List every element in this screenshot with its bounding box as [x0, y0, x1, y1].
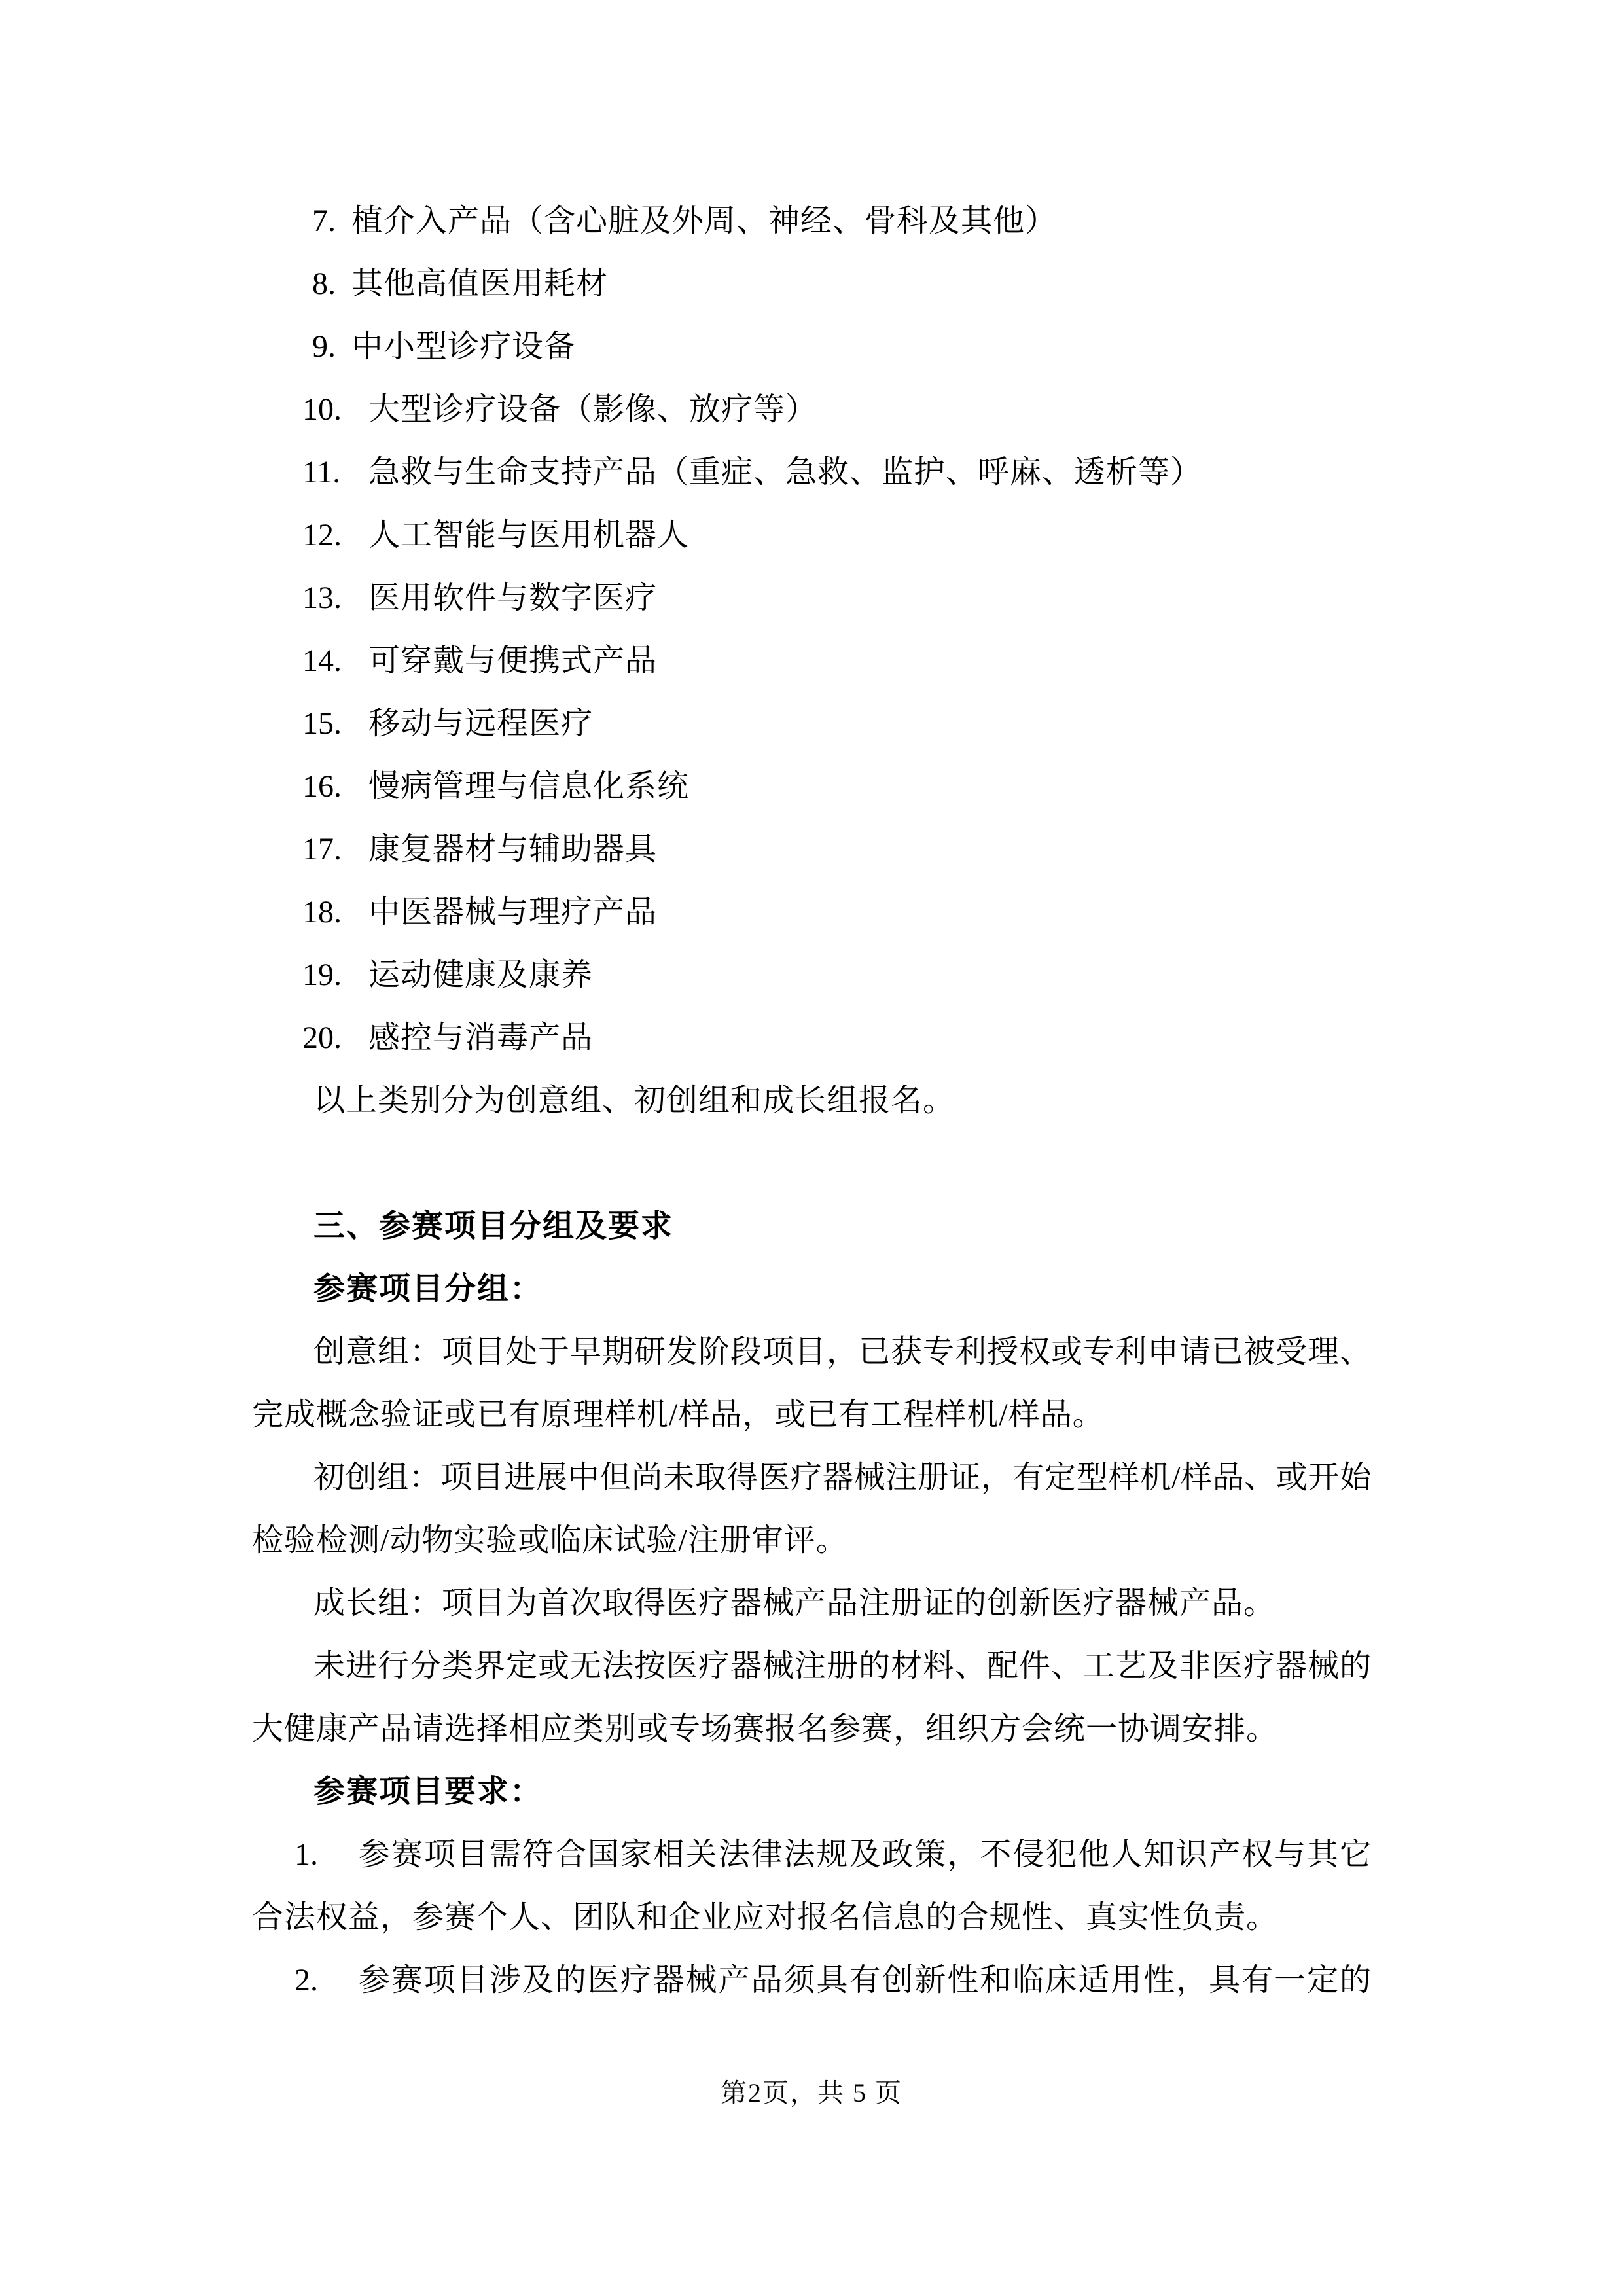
- item-number: 1.: [294, 1837, 318, 1872]
- item-number: 20.: [302, 1020, 342, 1055]
- numbered-paragraph-line: [252, 1823, 1371, 1886]
- item-text: 医用软件与数字医疗: [368, 581, 658, 615]
- paragraph-line: 未进行分类界定或无法按医疗器械注册的材料、配件、工艺及非医疗器械的: [313, 1649, 1371, 1683]
- item-text: 康复器材与辅助器具: [368, 832, 658, 867]
- item-number: 14.: [302, 643, 342, 678]
- list-item: [252, 944, 1371, 1007]
- paragraph-line: 成长组：项目为首次取得医疗器械产品注册证的创新医疗器械产品。: [313, 1586, 1276, 1621]
- item-number: 15.: [302, 706, 342, 741]
- item-number: 16.: [302, 769, 342, 804]
- item-number: 10.: [302, 392, 342, 427]
- list-item: [252, 441, 1371, 504]
- item-text: 可穿戴与便携式产品: [368, 643, 658, 678]
- list-item: [252, 315, 1371, 378]
- paragraph-line: 初创组：项目进展中但尚未取得医疗器械注册证，有定型样机/样品、或开始: [313, 1460, 1371, 1495]
- list-item: [252, 630, 1371, 692]
- list-item: [252, 504, 1371, 567]
- list-item: [252, 692, 1371, 755]
- item-number: 17.: [302, 832, 342, 867]
- document-body: [252, 190, 1371, 2012]
- item-text: 人工智能与医用机器人: [368, 518, 690, 552]
- item-text: 其他高值医用耗材: [351, 266, 609, 301]
- item-number: 18.: [302, 895, 342, 929]
- item-number: 7.: [312, 204, 336, 238]
- section-heading: 参赛项目要求：: [313, 1774, 543, 1809]
- list-item: [252, 755, 1371, 818]
- item-number: 2.: [294, 1963, 318, 1998]
- paragraph-line: 完成概念验证或已有原理样机/样品，或已有工程样机/样品。: [252, 1397, 1105, 1432]
- item-text: 大型诊疗设备（影像、放疗等）: [368, 392, 818, 427]
- item-text: 参赛项目需符合国家相关法律法规及政策，不侵犯他人知识产权与其它: [357, 1837, 1371, 1872]
- paragraph-line: 大健康产品请选择相应类别或专场赛报名参赛，组织方会统一协调安排。: [252, 1712, 1279, 1746]
- list-item: [252, 190, 1371, 253]
- page-footer: 第2页，共 5 页: [721, 2078, 902, 2108]
- item-text: 中医器械与理疗产品: [368, 895, 658, 929]
- list-item: [252, 567, 1371, 630]
- item-text: 中小型诊疗设备: [351, 329, 577, 364]
- item-text: 运动健康及康养: [368, 958, 594, 992]
- section-heading: 参赛项目分组：: [313, 1272, 543, 1306]
- item-text: 移动与远程医疗: [368, 706, 594, 741]
- list-item: [252, 1007, 1371, 1069]
- item-text: 慢病管理与信息化系统: [368, 769, 690, 804]
- item-text: 感控与消毒产品: [368, 1020, 594, 1055]
- item-text: 参赛项目涉及的医疗器械产品须具有创新性和临床适用性，具有一定的: [357, 1963, 1371, 1998]
- list-item: [252, 378, 1371, 441]
- item-number: 9.: [312, 329, 336, 364]
- paragraph-line: 以上类别分为创意组、初创组和成长组报名。: [313, 1083, 955, 1118]
- list-item: [252, 818, 1371, 881]
- item-number: 8.: [312, 266, 336, 301]
- item-number: 11.: [302, 455, 341, 490]
- item-text: 植介入产品（含心脏及外周、神经、骨科及其他）: [351, 204, 1058, 238]
- paragraph-line: 合法权益，参赛个人、团队和企业应对报名信息的合规性、真实性负责。: [252, 1900, 1279, 1935]
- blank-line: [252, 1132, 1371, 1195]
- section-heading: 三、参赛项目分组及要求: [313, 1209, 674, 1244]
- numbered-paragraph-line: [252, 1949, 1371, 2012]
- list-item: [252, 881, 1371, 944]
- paragraph-line: 创意组：项目处于早期研发阶段项目，已获专利授权或专利申请已被受理、: [313, 1335, 1371, 1369]
- paragraph-line: 检验检测/动物实验或临床试验/注册审评。: [252, 1523, 848, 1558]
- item-text: 急救与生命支持产品（重症、急救、监护、呼麻、透析等）: [368, 455, 1203, 490]
- item-number: 19.: [302, 958, 342, 992]
- list-item: [252, 253, 1371, 315]
- item-number: 13.: [302, 581, 342, 615]
- item-number: 12.: [302, 518, 342, 552]
